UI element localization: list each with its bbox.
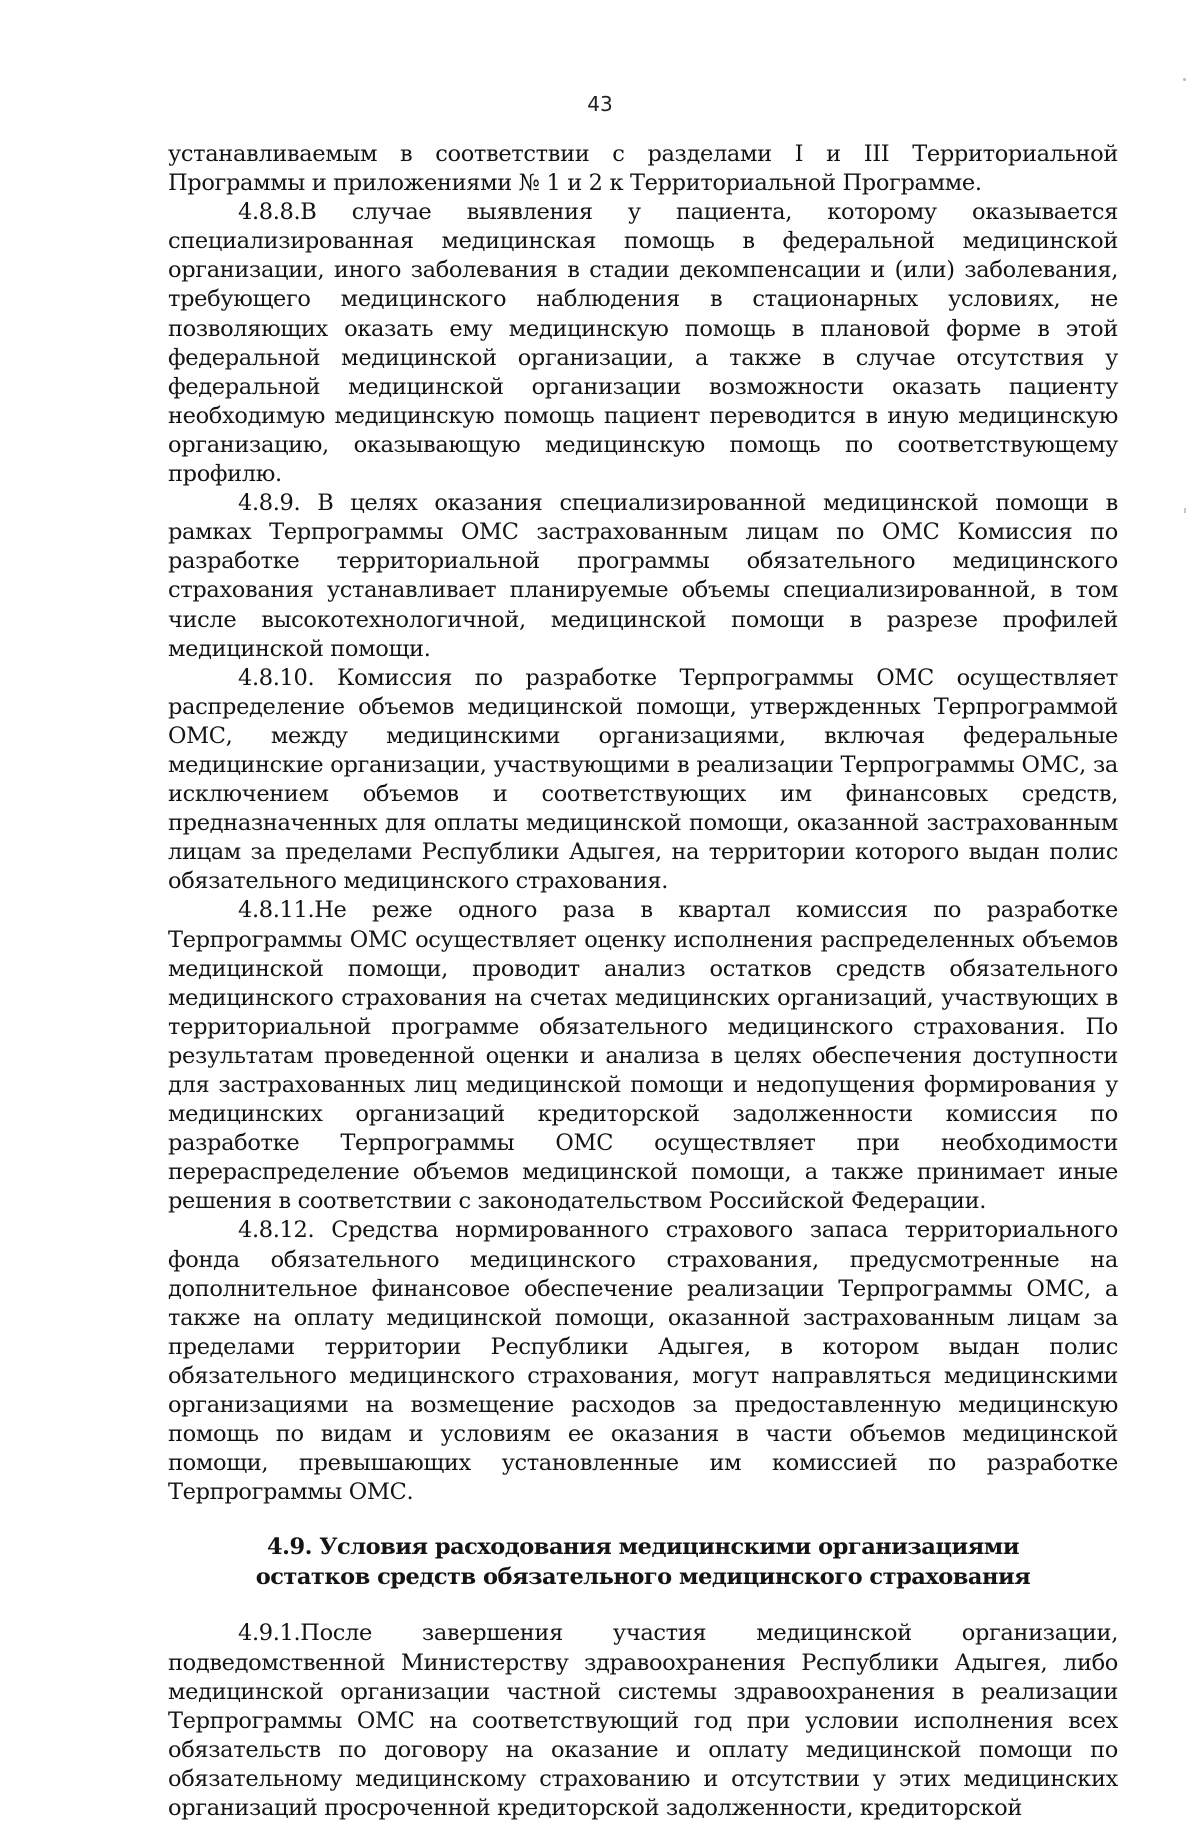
page-number: 43	[587, 92, 613, 116]
scan-speck	[1184, 508, 1186, 513]
paragraph: устанавливаемым в соответствии с разделами I и III Территориальной Программы и приложениями № 1 и 2 к Территориальной Программе.	[168, 141, 1118, 197]
paragraph: 4.8.9. В целях оказания специализированной медицинской помощи в рамках Терпрограммы ОМС застрахованным лицам по ОМС Комиссия по разработке территориальной программы обязательного медицинского страхования устанавливает планируемые объемы специализированной, в том числе высокотехнологичной, медицинской помощи в разрезе профилей медицинской помощи.	[168, 490, 1118, 662]
paragraph-group-top	[168, 140, 1118, 1507]
section-heading-line: остатков средств обязательного медицинского страхования	[255, 1564, 1031, 1591]
paragraph: 4.8.10. Комиссия по разработке Терпрограммы ОМС осуществляет распределение объемов медицинской помощи, утвержденных Терпрограммой ОМС, между медицинскими организациями, включая федеральные медицинские организации, участвующими в реализации Терпрограммы ОМС, за исключением объемов и соответствующих им финансовых средств, предназначенных для оплаты медицинской помощи, оказанной застрахованным лицам за пределами Республики Адыгея, на территории которого выдан полис обязательного медицинского страхования.	[168, 664, 1118, 895]
paragraph-group-bottom	[168, 1619, 1118, 1823]
section-heading	[168, 1532, 1118, 1592]
paragraph: 4.8.8.В случае выявления у пациента, которому оказывается специализированная медицинская помощь в федеральной медицинской организации, иного заболевания в стадии декомпенсации и (или) заболевания, требующего медицинского наблюдения в стационарных условиях, не позволяющих оказать ему медицинскую помощь в плановой форме в этой федеральной медицинской организации, а также в случае отсутствия у федеральной медицинской организации возможности оказать пациенту необходимую медицинскую помощь пациент переводится в иную медицинскую организацию, оказывающую медицинскую помощь по соответствующему профилю.	[168, 199, 1118, 488]
paragraph: 4.8.11.Не реже одного раза в квартал комиссия по разработке Терпрограммы ОМС осуществляет оценку исполнения распределенных объемов медицинской помощи, проводит анализ остатков средств обязательного медицинского страхования на счетах медицинских организаций, участвующих в территориальной программе обязательного медицинского страхования. По результатам проведенной оценки и анализа в целях обеспечения доступности для застрахованных лиц медицинской помощи и недопущения формирования у медицинских организаций кредиторской задолженности комиссия по разработке Терпрограммы ОМС осуществляет при необходимости перераспределение объемов медицинской помощи, а также принимает иные решения в соответствии с законодательством Российской Федерации.	[168, 897, 1118, 1215]
paragraph: 4.9.1.После завершения участия медицинской организации, подведомственной Министерству здравоохранения Республики Адыгея, либо медицинской организации частной системы здравоохранения в реализации Терпрограммы ОМС на соответствующий год при условии исполнения всех обязательств по договору на оказание и оплату медицинской помощи по обязательному медицинскому страхованию и отсутствии у этих медицинских организаций просроченной кредиторской задолженности, кредиторской	[168, 1620, 1118, 1821]
paragraph: 4.8.12. Средства нормированного страхового запаса территориального фонда обязательного медицинского страхования, предусмотренные на дополнительное финансовое обеспечение реализации Терпрограммы ОМС, а также на оплату медицинской помощи, оказанной застрахованным лицам за пределами территории Республики Адыгея, в котором выдан полис обязательного медицинского страхования, могут направляться медицинскими организациями на возмещение расходов за предоставленную медицинскую помощь по видам и условиям ее оказания в части объемов медицинской помощи, превышающих установленные им комиссией по разработке Терпрограммы ОМС.	[168, 1217, 1118, 1506]
document-body	[168, 140, 1118, 1823]
section-heading-line: 4.9. Условия расходования медицинскими организациями	[266, 1534, 1020, 1561]
scan-speck	[1183, 78, 1186, 81]
